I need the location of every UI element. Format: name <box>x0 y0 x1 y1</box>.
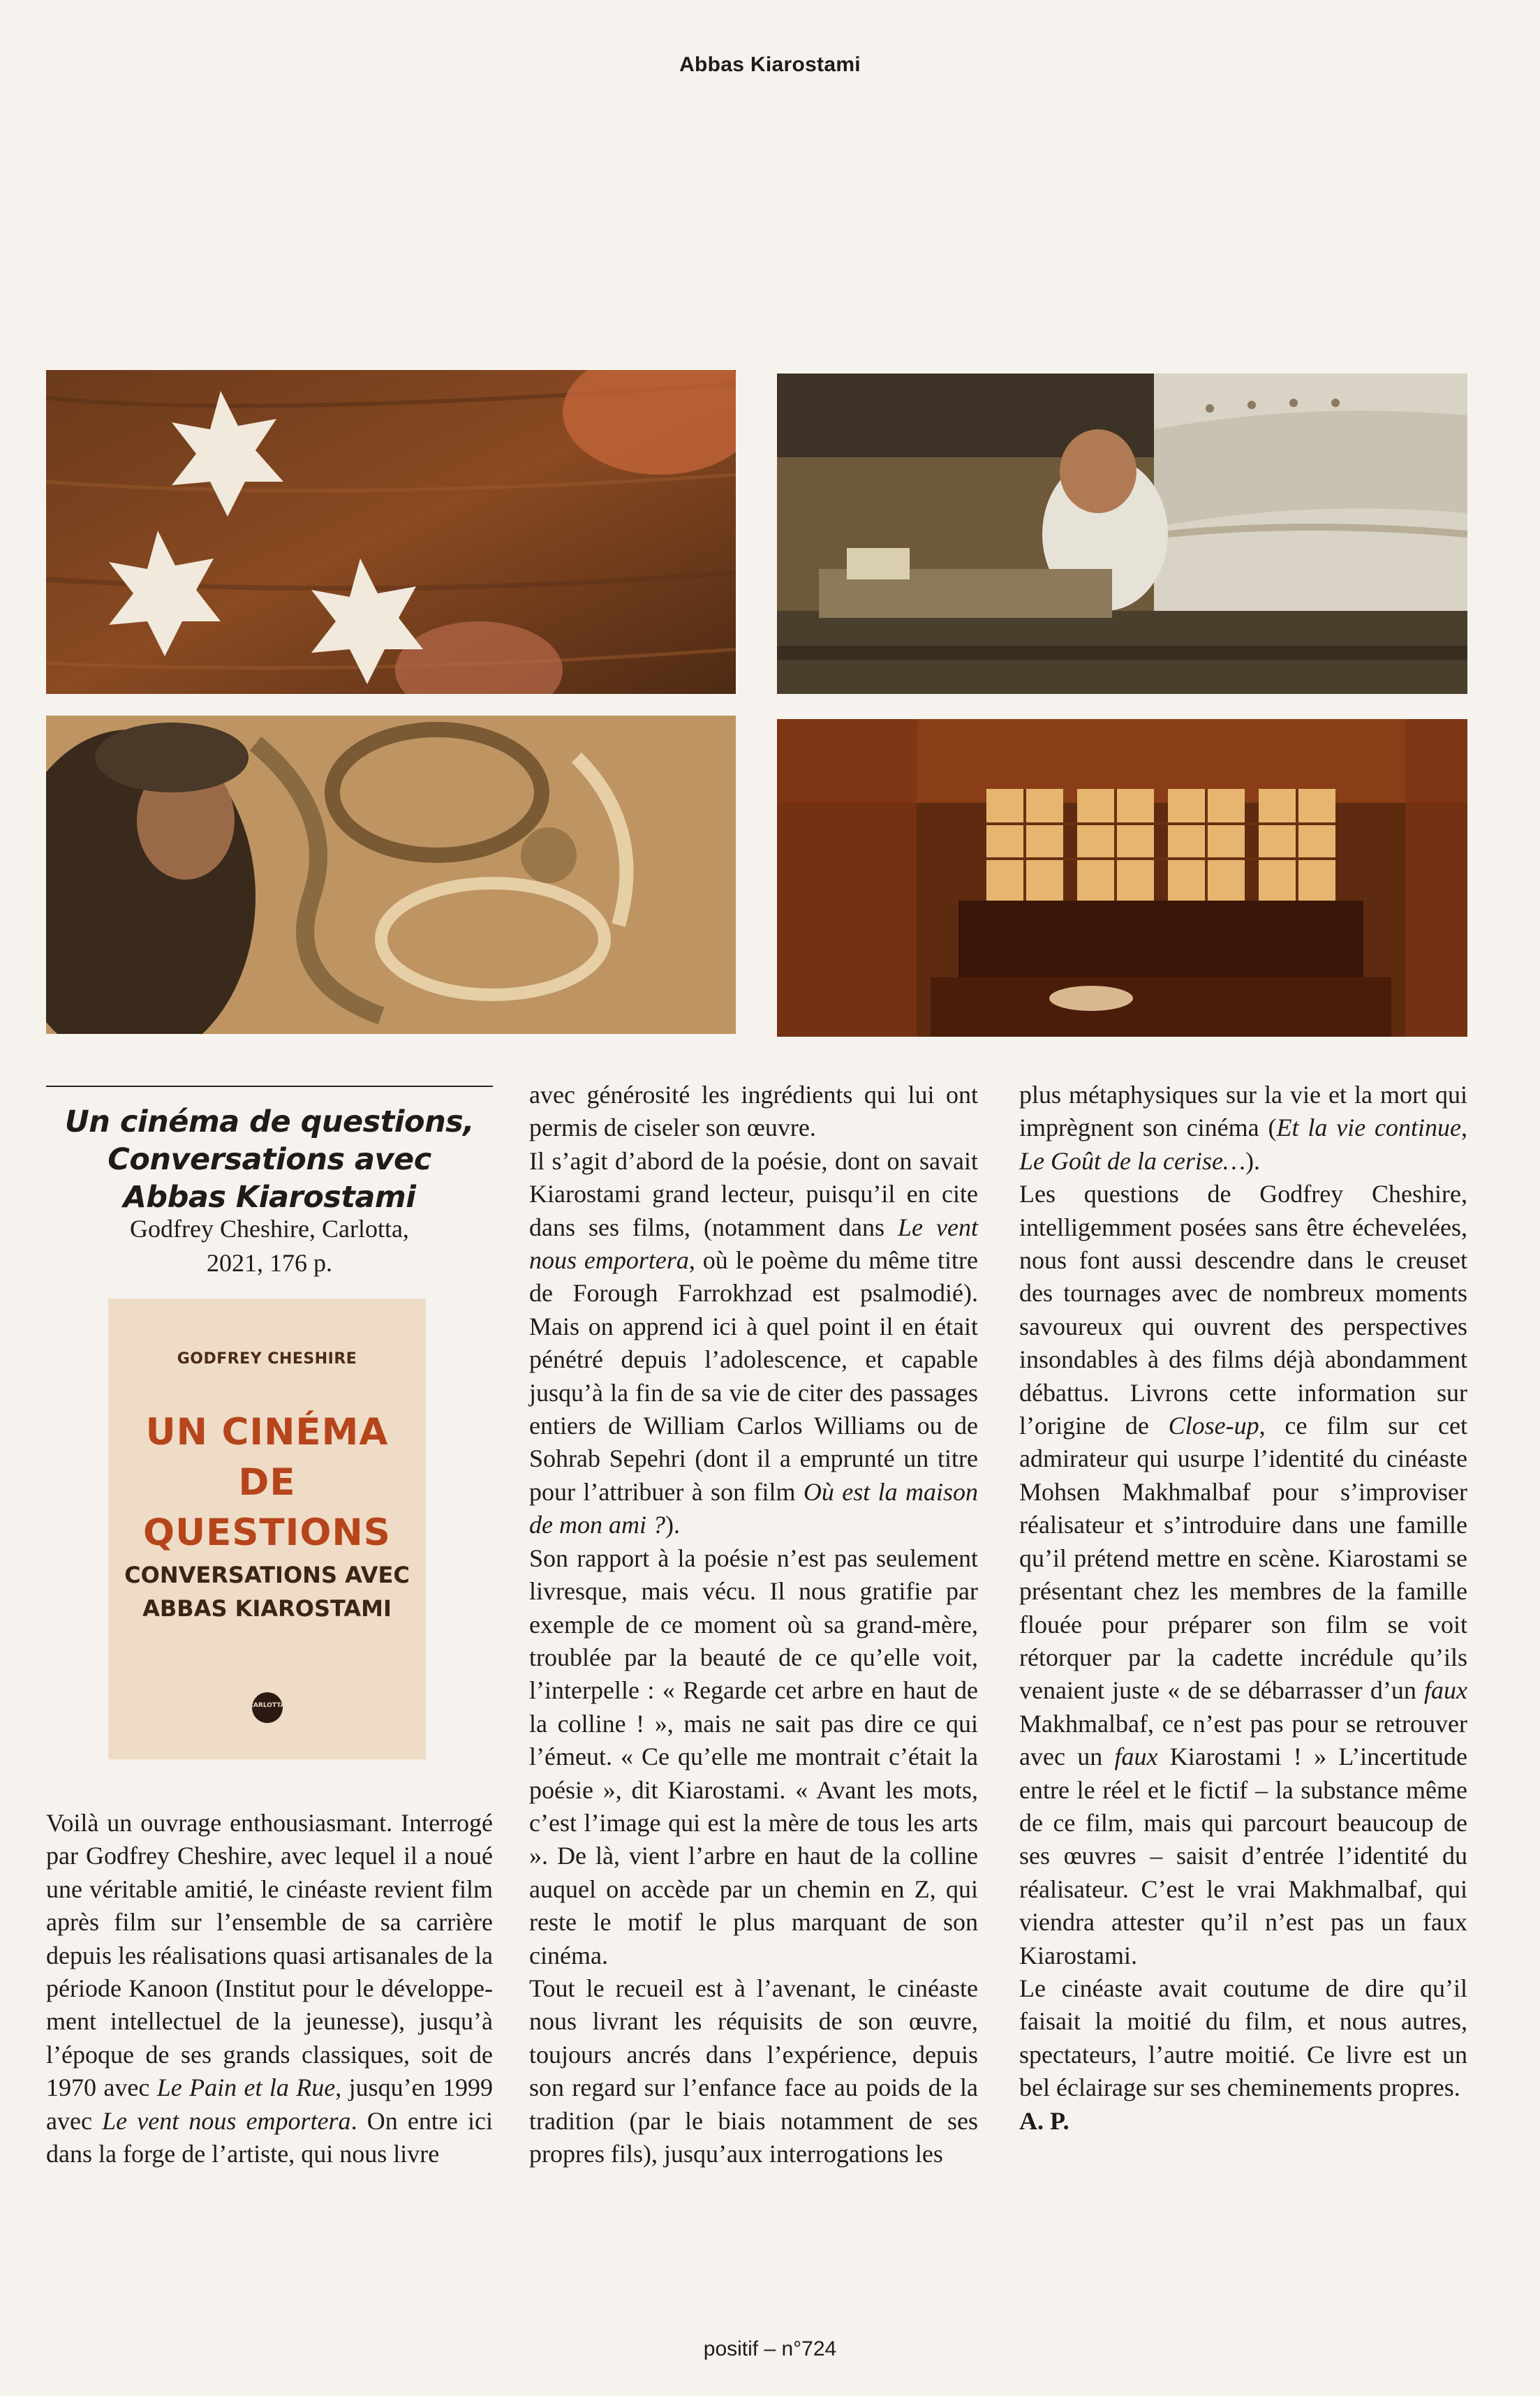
running-head: Abbas Kiarostami <box>679 53 861 76</box>
paragraph-4b: plus métaphysiques sur la vie et la mort qui imprègnent son cinéma (Et la vie continue, Le Goût de la cerise…). <box>1019 1081 1467 1175</box>
paragraph-6: Le cinéaste avait coutume de dire qu’il faisait la moitié du film, et nous autres, spectateurs, l’autre moitié. Ce livre est un bel éclairage sur ses cheminements propres. <box>1019 1974 1467 2102</box>
sidebar-rule <box>46 1086 493 1087</box>
photo-paper-stars-image <box>46 370 736 694</box>
book-title: Un cinéma de questions, Conversations avec Abbas Kiarostami <box>64 1104 475 1215</box>
review-column-1 <box>46 1807 493 2171</box>
author-initials: A. P. <box>1019 2106 1069 2135</box>
photo-plasterer-image <box>777 374 1467 694</box>
photo-carved-ornament <box>46 716 736 1034</box>
paragraph-3: Son rapport à la poésie n’est pas seulement livresque, mais vécu. Il nous gratifie par exemple de ce moment où sa grand-mère, troublée par la beauté de ce qu’elle voit, l’interpelle : « Regarde cet arbre en haut de la colline ! », mais ne sait pas dire ce qui l’émeut. « Ce qu’elle me montrait c’était la poésie », dit Kiarostami. « Avant les mots, c’est l’image qui est la mère de tous les arts ». De là, vient l’arbre en haut de la colline auquel on accède par un chemin en Z, qui reste le motif le plus marquant de son cinéma. <box>529 1544 978 1969</box>
photo-plasterer <box>777 374 1467 694</box>
paragraph-5: Les questions de Godfrey Cheshire, intelligemment posées sans être échevelées, nous font aussi descendre dans le creuset des tournages avec de nombreux moments savoureux qui ouvrent des perspectives insondables à des films déjà abondamment débattus. Livrons cette information sur l’origine de Close-up, ce film sur cet admirateur qui usurpe l’identité du cinéaste Mohsen Makhmalbaf pour s’improviser réalisateur et s’introduire dans une famille qu’il prétend mettre en scène. Kiarostami se présentant chez les membres de la famille flouée pour préparer son film se voit rétorquer par la cadette incrédule qu’ils venaient juste « de se débarrasser d’un faux Makhmalbaf, ce n’est pas pour se retrouver avec un faux Kiarostami ! » L’incertitude entre le réel et le fictif – la substance même de ce film, mais qui parcourt beaucoup de ses œuvres – saisit d’entrée l’identité du réalisateur. C’est le vrai Makhmalbaf, qui viendra attester qu’il n’est pas un faux Kiarostami. <box>1019 1180 1468 1969</box>
folio: positif – n°724 <box>703 2337 837 2360</box>
cover-author: GODFREY CHESHIRE <box>177 1350 357 1368</box>
photo-paper-stars <box>46 370 736 694</box>
review-column-3 <box>1019 1079 1467 2138</box>
paragraph-2: Il s’agit d’abord de la poésie, dont on savait Kiarostami grand lecteur, puisqu’il en cite dans ses films, (notamment dans Le vent nous emportera, où le poème du même titre de Forough Farrokhzad est psalmodié). Mais on apprend ici à quel point il en était pénétré depuis l’adolescence, et capable jusqu’à la fin de sa vie de citer des passages entiers de William Carlos Williams ou de Sohrab Sepehri (dont il a emprunté un titre pour l’attribuer à son film Où est la maison de mon ami ?). <box>529 1146 979 1539</box>
photo-carved-ornament-image <box>46 716 736 1034</box>
paragraph-4a: Tout le recueil est à l’avenant, le cinéaste nous livrant les réquisits de son œuvre, toujours ancrés dans l’expérience, depuis son regard sur l’enfance face au poids de la tradition (par le biais notamment de ses propres fils), jusqu’aux interrogations les <box>529 1974 978 2168</box>
paragraph-1b: avec générosité les ingrédients qui lui ont permis de ciseler son œuvre. <box>529 1081 978 1142</box>
publisher-logo-text: CARLOTTA <box>249 1702 286 1709</box>
book-cover <box>108 1299 426 1759</box>
photo-ornate-room <box>777 719 1467 1037</box>
cover-subtitle: CONVERSATIONS AVEC ABBAS KIAROSTAMI <box>124 1562 410 1622</box>
review-column-2 <box>529 1079 978 2171</box>
cover-title: UN CINÉMA DE QUESTIONS <box>143 1411 391 1554</box>
book-meta: Godfrey Cheshire, Carlotta, 2021, 176 p. <box>130 1215 409 1277</box>
photo-ornate-room-image <box>777 719 1467 1037</box>
paragraph-1a: Voilà un ouvrage enthousiasmant. Interrogé par Godfrey Cheshire, avec lequel il a noué une véritable amitié, le cinéaste revient film après film sur l’ensemble de sa carrière depuis les réalisations quasi artisanales de la période Kanoon (Institut pour le développement intellectuel de la jeunesse), jusqu’à l’époque de ses grands classiques, soit de 1970 avec Le Pain et la Rue, jusqu’en 1999 avec Le vent nous emportera. On entre ici dans la forge de l’artiste, qui nous livre <box>46 1809 493 2168</box>
